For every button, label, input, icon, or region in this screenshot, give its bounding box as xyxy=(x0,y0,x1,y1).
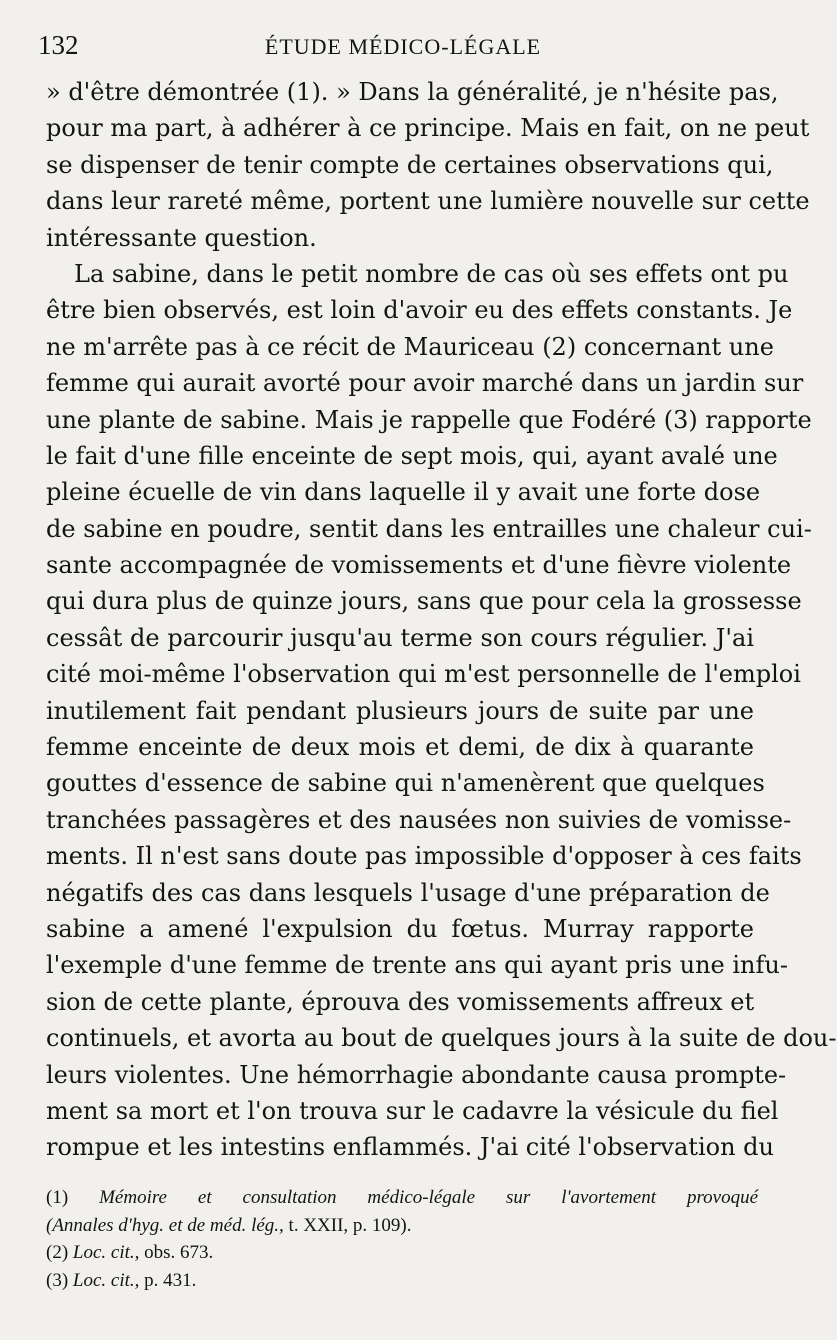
text-line: cité moi-même l'observation qui m'est personnelle de l'emploi xyxy=(46,660,801,689)
footnote-3-number: (3) xyxy=(46,1269,69,1291)
footnote-3 xyxy=(46,1267,758,1295)
text-line: dans leur rareté même, portent une lumière nouvelle sur cette xyxy=(46,187,810,216)
text-line: continuels, et avorta au bout de quelques jours à la suite de dou- xyxy=(46,1024,837,1053)
text-line: femme qui aurait avorté pour avoir marché dans un jardin sur xyxy=(46,369,804,398)
footnote-3-source: Loc. cit., xyxy=(72,1269,140,1291)
text-line: tranchées passagères et des nausées non suivies de vomisse- xyxy=(46,805,792,834)
text-line: négatifs des cas dans lesquels l'usage d'une préparation de xyxy=(46,878,770,907)
text-line: femme enceinte de deux mois et demi, de dix à quarante xyxy=(46,733,754,762)
footnote-2-source: Loc. cit., xyxy=(72,1242,140,1263)
text-line: sante accompagnée de vomissements et d'une fièvre violente xyxy=(46,551,792,580)
page-header xyxy=(38,30,768,70)
text-line: intéressante question. xyxy=(46,223,317,252)
text-line: sion de cette plante, éprouva des vomissements affreux et xyxy=(46,987,755,1016)
text-line: ne m'arrête pas à ce récit de Mauriceau (2) concernant une xyxy=(46,332,774,361)
footnote-1-source: (Annales d'hyg. et de méd. lég., xyxy=(46,1214,284,1236)
text-line: être bien observés, est loin d'avoir eu des effets constants. Je xyxy=(46,296,793,325)
text-line: de sabine en poudre, sentit dans les entrailles une chaleur cui- xyxy=(46,514,812,543)
footnotes xyxy=(46,1184,758,1294)
footnote-1 xyxy=(46,1184,758,1212)
text-line: rompue et les intestins enflammés. J'ai cité l'observation du xyxy=(46,1133,774,1162)
footnote-1-number: (1) xyxy=(46,1187,69,1208)
footnote-2-reference: obs. 673. xyxy=(144,1242,214,1263)
text-line: gouttes d'essence de sabine qui n'amenèrent que quelques xyxy=(46,769,765,798)
footnote-2 xyxy=(46,1239,758,1267)
text-line: pour ma part, à adhérer à ce principe. Mais en fait, on ne peut xyxy=(46,114,810,143)
body-text xyxy=(46,74,837,1166)
running-title: ÉTUDE MÉDICO-LÉGALE xyxy=(264,34,542,59)
text-line: qui dura plus de quinze jours, sans que pour cela la grossesse xyxy=(46,587,802,616)
text-line: une plante de sabine. Mais je rappelle que Fodéré (3) rapporte xyxy=(46,405,812,434)
footnote-1-continued xyxy=(46,1212,758,1240)
footnote-1-reference: t. XXII, p. 109). xyxy=(288,1214,412,1236)
page-number: 132 xyxy=(38,30,79,60)
text-line: inutilement fait pendant plusieurs jours de suite par une xyxy=(46,696,754,725)
text-line: ment sa mort et l'on trouva sur le cadavre la vésicule du fiel xyxy=(46,1096,779,1125)
text-line: le fait d'une fille enceinte de sept mois, qui, ayant avalé une xyxy=(46,441,778,470)
text-line: cessât de parcourir jusqu'au terme son cours régulier. J'ai xyxy=(46,623,754,652)
text-line: pleine écuelle de vin dans laquelle il y avait une forte dose xyxy=(46,478,761,507)
footnote-2-number: (2) xyxy=(46,1242,69,1263)
footnote-3-reference: p. 431. xyxy=(144,1269,197,1291)
text-line: se dispenser de tenir compte de certaines observations qui, xyxy=(46,150,774,179)
paragraph-start-line: La sabine, dans le petit nombre de cas où ses effets ont pu xyxy=(74,259,789,288)
text-line: leurs violentes. Une hémorrhagie abondante causa prompte- xyxy=(46,1060,787,1089)
text-line: » d'être démontrée (1). » Dans la généralité, je n'hésite pas, xyxy=(46,78,779,106)
footnote-1-title: Mémoire et consultation médico-légale sur l'avortement provoqué xyxy=(99,1187,759,1208)
text-line: ments. Il n'est sans doute pas impossible d'opposer à ces faits xyxy=(46,842,802,871)
text-line: sabine a amené l'expulsion du fœtus. Murray rapporte xyxy=(46,914,754,943)
text-line: l'exemple d'une femme de trente ans qui ayant pris une infu- xyxy=(46,951,788,980)
